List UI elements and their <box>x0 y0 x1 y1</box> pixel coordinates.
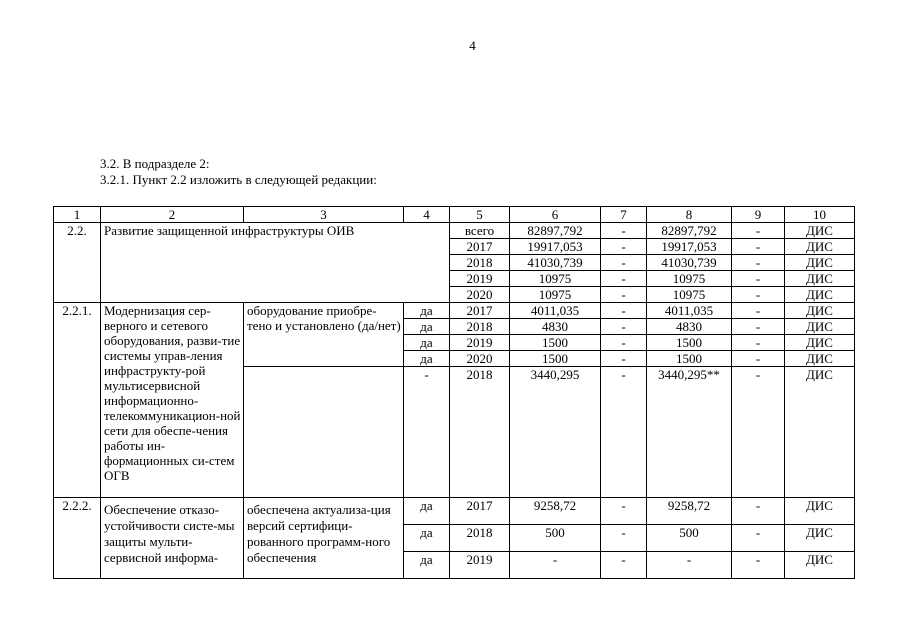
table-cell: - <box>732 239 785 255</box>
item-number: 2.2.2. <box>54 498 101 579</box>
table-cell: 4011,035 <box>510 303 601 319</box>
table-cell: ДИС <box>785 351 855 367</box>
table-cell: - <box>732 319 785 335</box>
header-cell: 8 <box>647 207 732 223</box>
table-cell: - <box>732 303 785 319</box>
table-cell: - <box>601 367 647 498</box>
table-row <box>54 303 855 319</box>
header-cell: 4 <box>404 207 450 223</box>
table-cell: ДИС <box>785 367 855 498</box>
table-cell: - <box>732 271 785 287</box>
table-cell: - <box>732 525 785 552</box>
table-cell: 1500 <box>647 351 732 367</box>
table-cell: 82897,792 <box>647 223 732 239</box>
table-cell: 2019 <box>450 552 510 579</box>
table-cell: 500 <box>510 525 601 552</box>
table-cell: 2018 <box>450 367 510 498</box>
table-cell: 2020 <box>450 287 510 303</box>
table-cell: 3440,295** <box>647 367 732 498</box>
table-cell: - <box>601 335 647 351</box>
table-cell: - <box>601 498 647 525</box>
table-cell: ДИС <box>785 239 855 255</box>
table-cell: да <box>404 303 450 319</box>
table-cell: - <box>732 255 785 271</box>
header-cell: 5 <box>450 207 510 223</box>
table-cell: ДИС <box>785 287 855 303</box>
table-cell: - <box>732 498 785 525</box>
table-cell: - <box>732 335 785 351</box>
table-cell: 2017 <box>450 498 510 525</box>
table-cell: ДИС <box>785 498 855 525</box>
table-cell: - <box>732 367 785 498</box>
item-number: 2.2. <box>54 223 101 303</box>
table-cell: 41030,739 <box>647 255 732 271</box>
table-cell: 2017 <box>450 239 510 255</box>
table-cell: ДИС <box>785 255 855 271</box>
table-cell: - <box>732 223 785 239</box>
table-cell: 500 <box>647 525 732 552</box>
item-number: 2.2.1. <box>54 303 101 498</box>
program-table <box>53 206 855 579</box>
table-cell: да <box>404 498 450 525</box>
page-number: 4 <box>469 38 476 53</box>
table-cell: 10975 <box>510 287 601 303</box>
table-cell: да <box>404 335 450 351</box>
item-indicator: обеспечена актуализа-ция версий сертифици-рованного программ-ного обеспечения <box>244 498 404 579</box>
header-cell: 9 <box>732 207 785 223</box>
table-cell: - <box>601 351 647 367</box>
table-cell: 10975 <box>647 287 732 303</box>
item-indicator: оборудование приобре-тено и установлено (да/нет) <box>244 303 404 367</box>
table-cell: 2018 <box>450 525 510 552</box>
table-cell: 1500 <box>510 351 601 367</box>
table-cell: 19917,053 <box>647 239 732 255</box>
table-cell: да <box>404 525 450 552</box>
table-cell: - <box>601 552 647 579</box>
table-cell: 2018 <box>450 255 510 271</box>
header-cell: 3 <box>244 207 404 223</box>
table-cell: 4830 <box>647 319 732 335</box>
table-cell: ДИС <box>785 319 855 335</box>
table-cell: - <box>732 351 785 367</box>
table-cell: - <box>732 552 785 579</box>
table-cell: 2018 <box>450 319 510 335</box>
table-cell: 1500 <box>647 335 732 351</box>
table-cell: ДИС <box>785 271 855 287</box>
table-cell: - <box>601 303 647 319</box>
table-cell: 9258,72 <box>510 498 601 525</box>
table-cell: 9258,72 <box>647 498 732 525</box>
item-title: Развитие защищенной инфраструктуры ОИВ <box>101 223 450 303</box>
table-cell: ДИС <box>785 223 855 239</box>
table-cell: 2020 <box>450 351 510 367</box>
table-cell: да <box>404 351 450 367</box>
table-cell: 4011,035 <box>647 303 732 319</box>
intro-line-2: 3.2.1. Пункт 2.2 изложить в следующей редакции: <box>100 172 377 187</box>
table-cell: 19917,053 <box>510 239 601 255</box>
table-cell: - <box>601 255 647 271</box>
table-cell: - <box>601 319 647 335</box>
item-name: Обеспечение отказо-устойчивости систе-мы защиты мульти-сервисной информа- <box>101 498 244 579</box>
header-cell: 10 <box>785 207 855 223</box>
table-cell: 1500 <box>510 335 601 351</box>
header-cell: 6 <box>510 207 601 223</box>
table-cell: 2019 <box>450 271 510 287</box>
table-cell: - <box>601 287 647 303</box>
table-cell: - <box>647 552 732 579</box>
header-cell: 2 <box>101 207 244 223</box>
table-row <box>54 498 855 525</box>
table-cell: - <box>404 367 450 498</box>
table-cell: 2019 <box>450 335 510 351</box>
table-cell: 2017 <box>450 303 510 319</box>
table-cell: ДИС <box>785 525 855 552</box>
table-row <box>54 223 855 239</box>
table-cell: - <box>732 287 785 303</box>
table-cell: - <box>510 552 601 579</box>
header-row <box>54 207 855 223</box>
intro-line-1: 3.2. В подразделе 2: <box>100 156 210 171</box>
table-cell: - <box>601 525 647 552</box>
table-cell: всего <box>450 223 510 239</box>
table-cell: ДИС <box>785 335 855 351</box>
intro-text <box>100 156 377 188</box>
table-cell: да <box>404 319 450 335</box>
table-cell: - <box>601 223 647 239</box>
table-cell: 41030,739 <box>510 255 601 271</box>
table-cell: да <box>404 552 450 579</box>
table-cell: - <box>601 239 647 255</box>
table-cell: 10975 <box>510 271 601 287</box>
table-cell: - <box>601 271 647 287</box>
table-cell: 4830 <box>510 319 601 335</box>
table-cell: ДИС <box>785 303 855 319</box>
table-cell: 10975 <box>647 271 732 287</box>
header-cell: 7 <box>601 207 647 223</box>
table-cell: ДИС <box>785 552 855 579</box>
header-cell: 1 <box>54 207 101 223</box>
table-cell: 3440,295 <box>510 367 601 498</box>
item-name: Модернизация сер-верного и сетевого оборудования, разви-тие системы управ-ления инфраструкту-рой мультисервисной информационно-телекоммуникацион-ной сети для обеспе-чения работы ин-формационных си-стем ОГВ <box>101 303 244 498</box>
table-cell: 82897,792 <box>510 223 601 239</box>
